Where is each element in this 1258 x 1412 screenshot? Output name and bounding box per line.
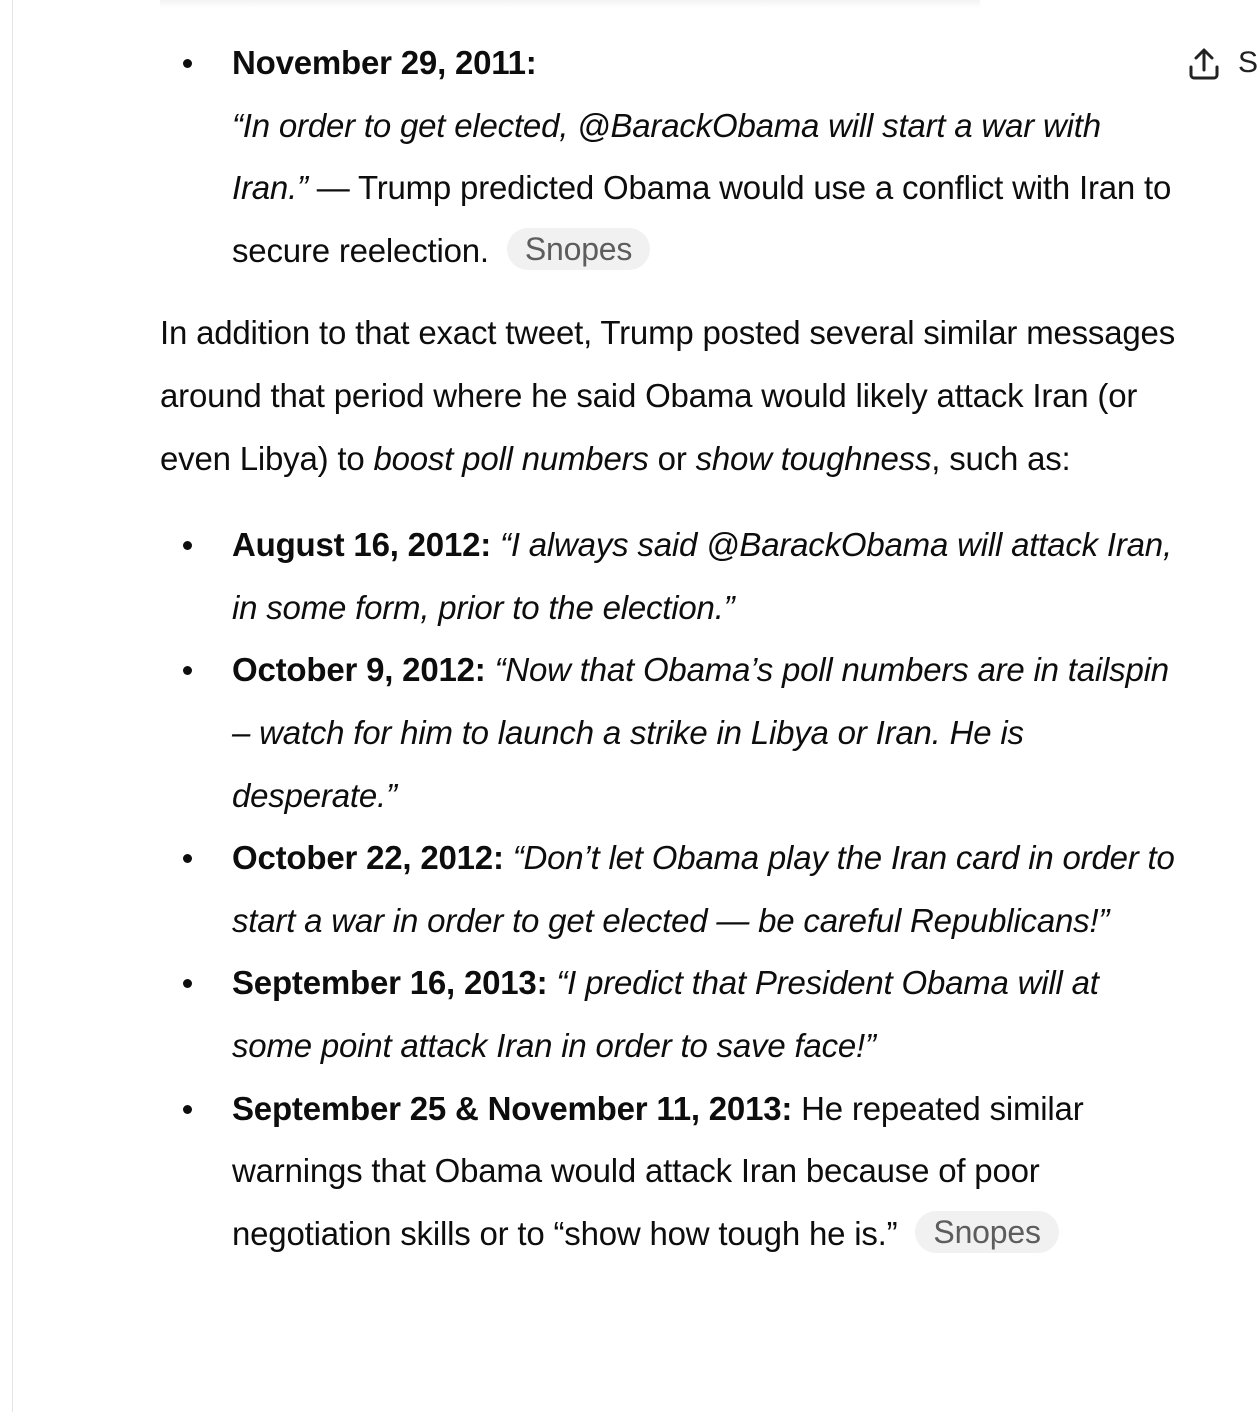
paragraph-text-3: , such as: bbox=[931, 439, 1071, 477]
paragraph-text-2: or bbox=[648, 439, 696, 477]
share-button-label[interactable]: S bbox=[1238, 46, 1258, 79]
source-badge-snopes[interactable]: Snopes bbox=[507, 228, 650, 270]
paragraph-emphasis-1: boost poll numbers bbox=[373, 439, 649, 477]
tweet-quote: “Don’t let Obama play the Iran card in order to start a war in order to get elected — be careful Republicans!” bbox=[232, 839, 1175, 939]
source-badge-snopes[interactable]: Snopes bbox=[915, 1211, 1058, 1253]
list-item bbox=[160, 827, 1180, 952]
left-divider bbox=[12, 0, 13, 1412]
tweet-quote: “Now that Obama’s poll numbers are in tailspin – watch for him to launch a strike in Libya or Iran. He is desperate.” bbox=[232, 651, 1169, 814]
message-content bbox=[160, 32, 1180, 1265]
summary-paragraph bbox=[160, 302, 1180, 490]
paragraph-emphasis-2: show toughness bbox=[695, 439, 932, 477]
first-tweet-list bbox=[160, 32, 1180, 282]
share-button[interactable] bbox=[1184, 44, 1224, 84]
tweet-date: August 16, 2012: bbox=[232, 526, 492, 564]
tweet-date: September 16, 2013: bbox=[232, 964, 548, 1002]
paragraph-text-1: In addition to that exact tweet, Trump posted several similar messages around that period where he said Obama would likely attack Iran (or even Libya) to bbox=[160, 314, 1175, 477]
list-item bbox=[160, 514, 1180, 639]
list-item bbox=[160, 1078, 1180, 1266]
tweet-quote: “I predict that President Obama will at some point attack Iran in order to save face!” bbox=[232, 964, 1099, 1064]
tweet-date: October 9, 2012: bbox=[232, 651, 486, 689]
clipped-previous-line bbox=[160, 0, 980, 8]
tweet-explanation: — Trump predicted Obama would use a conflict with Iran to secure reelection. bbox=[232, 169, 1172, 269]
tweet-quote: “In order to get elected, @BarackObama will start a war with Iran.” bbox=[232, 106, 1101, 207]
tweet-quote: “I always said @BarackObama will attack Iran, in some form, prior to the election.” bbox=[232, 526, 1172, 626]
similar-tweets-list bbox=[160, 514, 1180, 1265]
list-item bbox=[160, 639, 1180, 827]
share-upload-icon bbox=[1186, 46, 1222, 82]
list-item bbox=[160, 32, 1180, 282]
tweet-date: October 22, 2012: bbox=[232, 839, 504, 877]
list-item bbox=[160, 952, 1180, 1077]
tweet-date: September 25 & November 11, 2013: bbox=[232, 1089, 793, 1127]
tweet-explanation: He repeated similar warnings that Obama would attack Iran because of poor negotiation skills or to “show how tough he is.” bbox=[232, 1089, 1084, 1252]
tweet-date: November 29, 2011: bbox=[232, 44, 537, 81]
